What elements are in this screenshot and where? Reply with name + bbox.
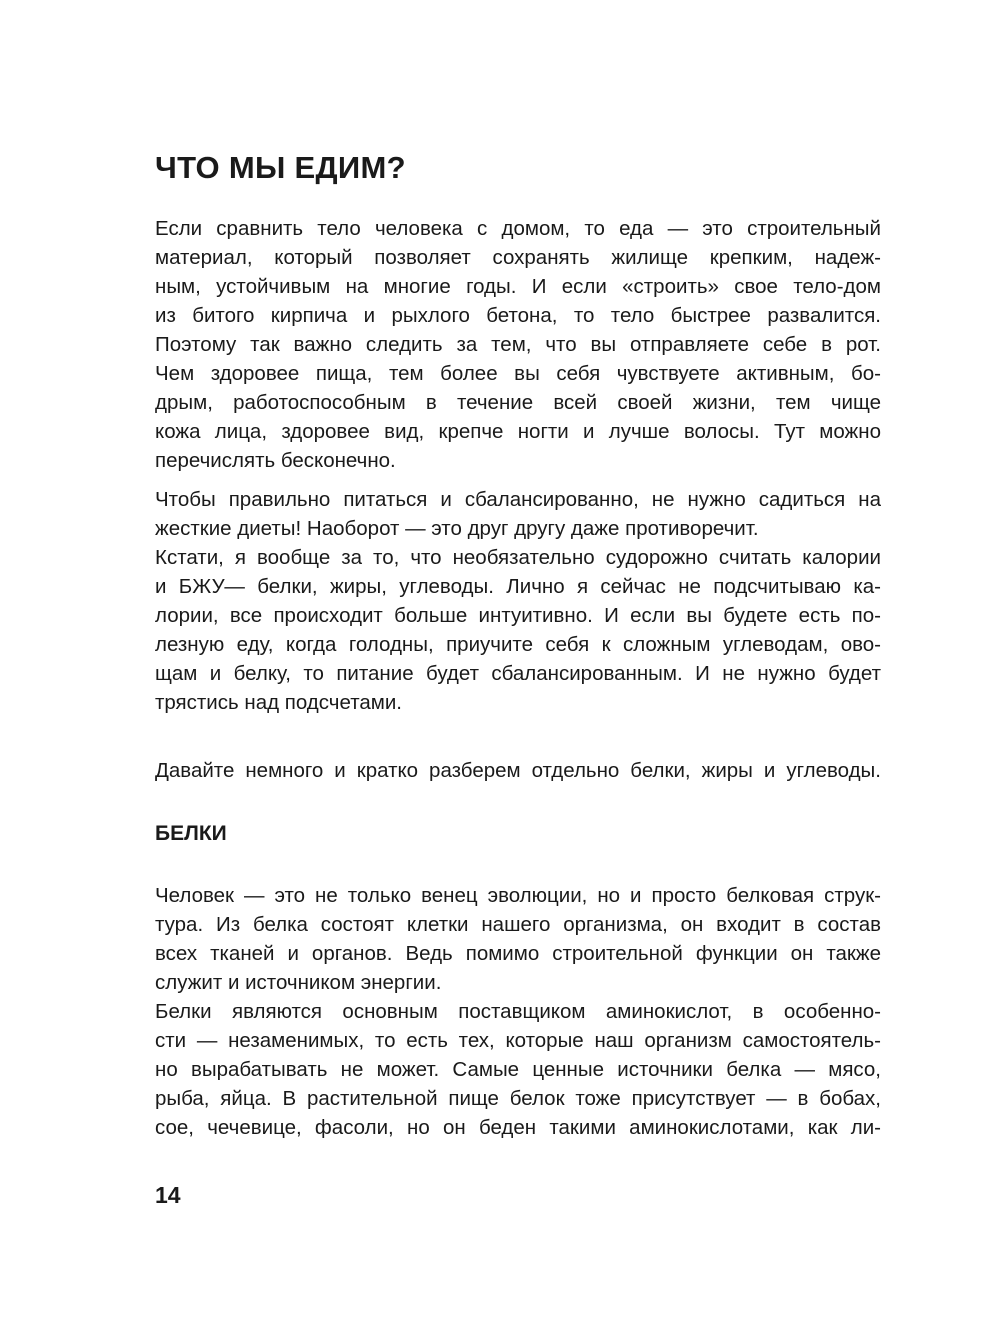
text-line: сти — незаменимых, то есть тех, которые наш организм самостоятель- xyxy=(155,1029,881,1052)
text-line: ным, устойчивым на многие годы. И если «строить» свое тело-дом xyxy=(155,275,881,298)
paragraph xyxy=(155,756,881,785)
text-line: Если сравнить тело человека с домом, то еда — это строительный xyxy=(155,217,881,240)
page-title: ЧТО МЫ ЕДИМ? xyxy=(155,150,406,185)
text-line: всех тканей и органов. Ведь помимо строительной функции он также xyxy=(155,942,881,965)
section-heading: БЕЛКИ xyxy=(155,822,227,845)
text-line: Чтобы правильно питаться и сбалансированно, не нужно садиться на xyxy=(155,488,881,511)
text-line: перечислять бесконечно. xyxy=(155,449,396,472)
text-line: лории, все происходит больше интуитивно. И если вы будете есть по- xyxy=(155,604,881,627)
page-number: 14 xyxy=(155,1182,181,1208)
text-line: кожа лица, здоровее вид, крепче ногти и лучше волосы. Тут можно xyxy=(155,420,881,443)
text-line: сое, чечевице, фасоли, но он беден такими аминокислотами, как ли- xyxy=(155,1116,881,1139)
text-line: Человек — это не только венец эволюции, но и просто белковая струк- xyxy=(155,884,881,907)
text-line: рыба, яйца. В растительной пище белок тоже присутствует — в бобах, xyxy=(155,1087,881,1110)
text-line: из битого кирпича и рыхлого бетона, то тело быстрее развалится. xyxy=(155,304,881,327)
text-line: но вырабатывать не может. Самые ценные источники белка — мясо, xyxy=(155,1058,881,1081)
paragraph xyxy=(155,543,881,717)
text-line: тура. Из белка состоят клетки нашего организма, он входит в состав xyxy=(155,913,881,936)
text-line: и БЖУ— белки, жиры, углеводы. Лично я сейчас не подсчитываю ка- xyxy=(155,575,881,598)
paragraph xyxy=(155,881,881,997)
text-line: служит и источником энергии. xyxy=(155,971,442,994)
text-line: лезную еду, когда голодны, приучите себя к сложным углеводам, ово- xyxy=(155,633,881,656)
paragraph xyxy=(155,214,881,475)
text-line: материал, который позволяет сохранять жилище крепким, надеж- xyxy=(155,246,881,269)
text-line: щам и белку, то питание будет сбалансированным. И не нужно будет xyxy=(155,662,881,685)
paragraph xyxy=(155,485,881,543)
text-line: Белки являются основным поставщиком аминокислот, в особенно- xyxy=(155,1000,881,1023)
text-line: Кстати, я вообще за то, что необязательно судорожно считать калории xyxy=(155,546,881,569)
text-line: Чем здоровее пища, тем более вы себя чувствуете активным, бо- xyxy=(155,362,881,385)
paragraph xyxy=(155,997,881,1142)
text-line: жесткие диеты! Наоборот — это друг другу даже противоречит. xyxy=(155,517,759,540)
text-line: Давайте немного и кратко разберем отдельно белки, жиры и углеводы. xyxy=(155,759,881,782)
text-line: Поэтому так важно следить за тем, что вы отправляете себе в рот. xyxy=(155,333,881,356)
text-line: дрым, работоспособным в течение всей своей жизни, тем чище xyxy=(155,391,881,414)
text-line: трястись над подсчетами. xyxy=(155,691,402,714)
